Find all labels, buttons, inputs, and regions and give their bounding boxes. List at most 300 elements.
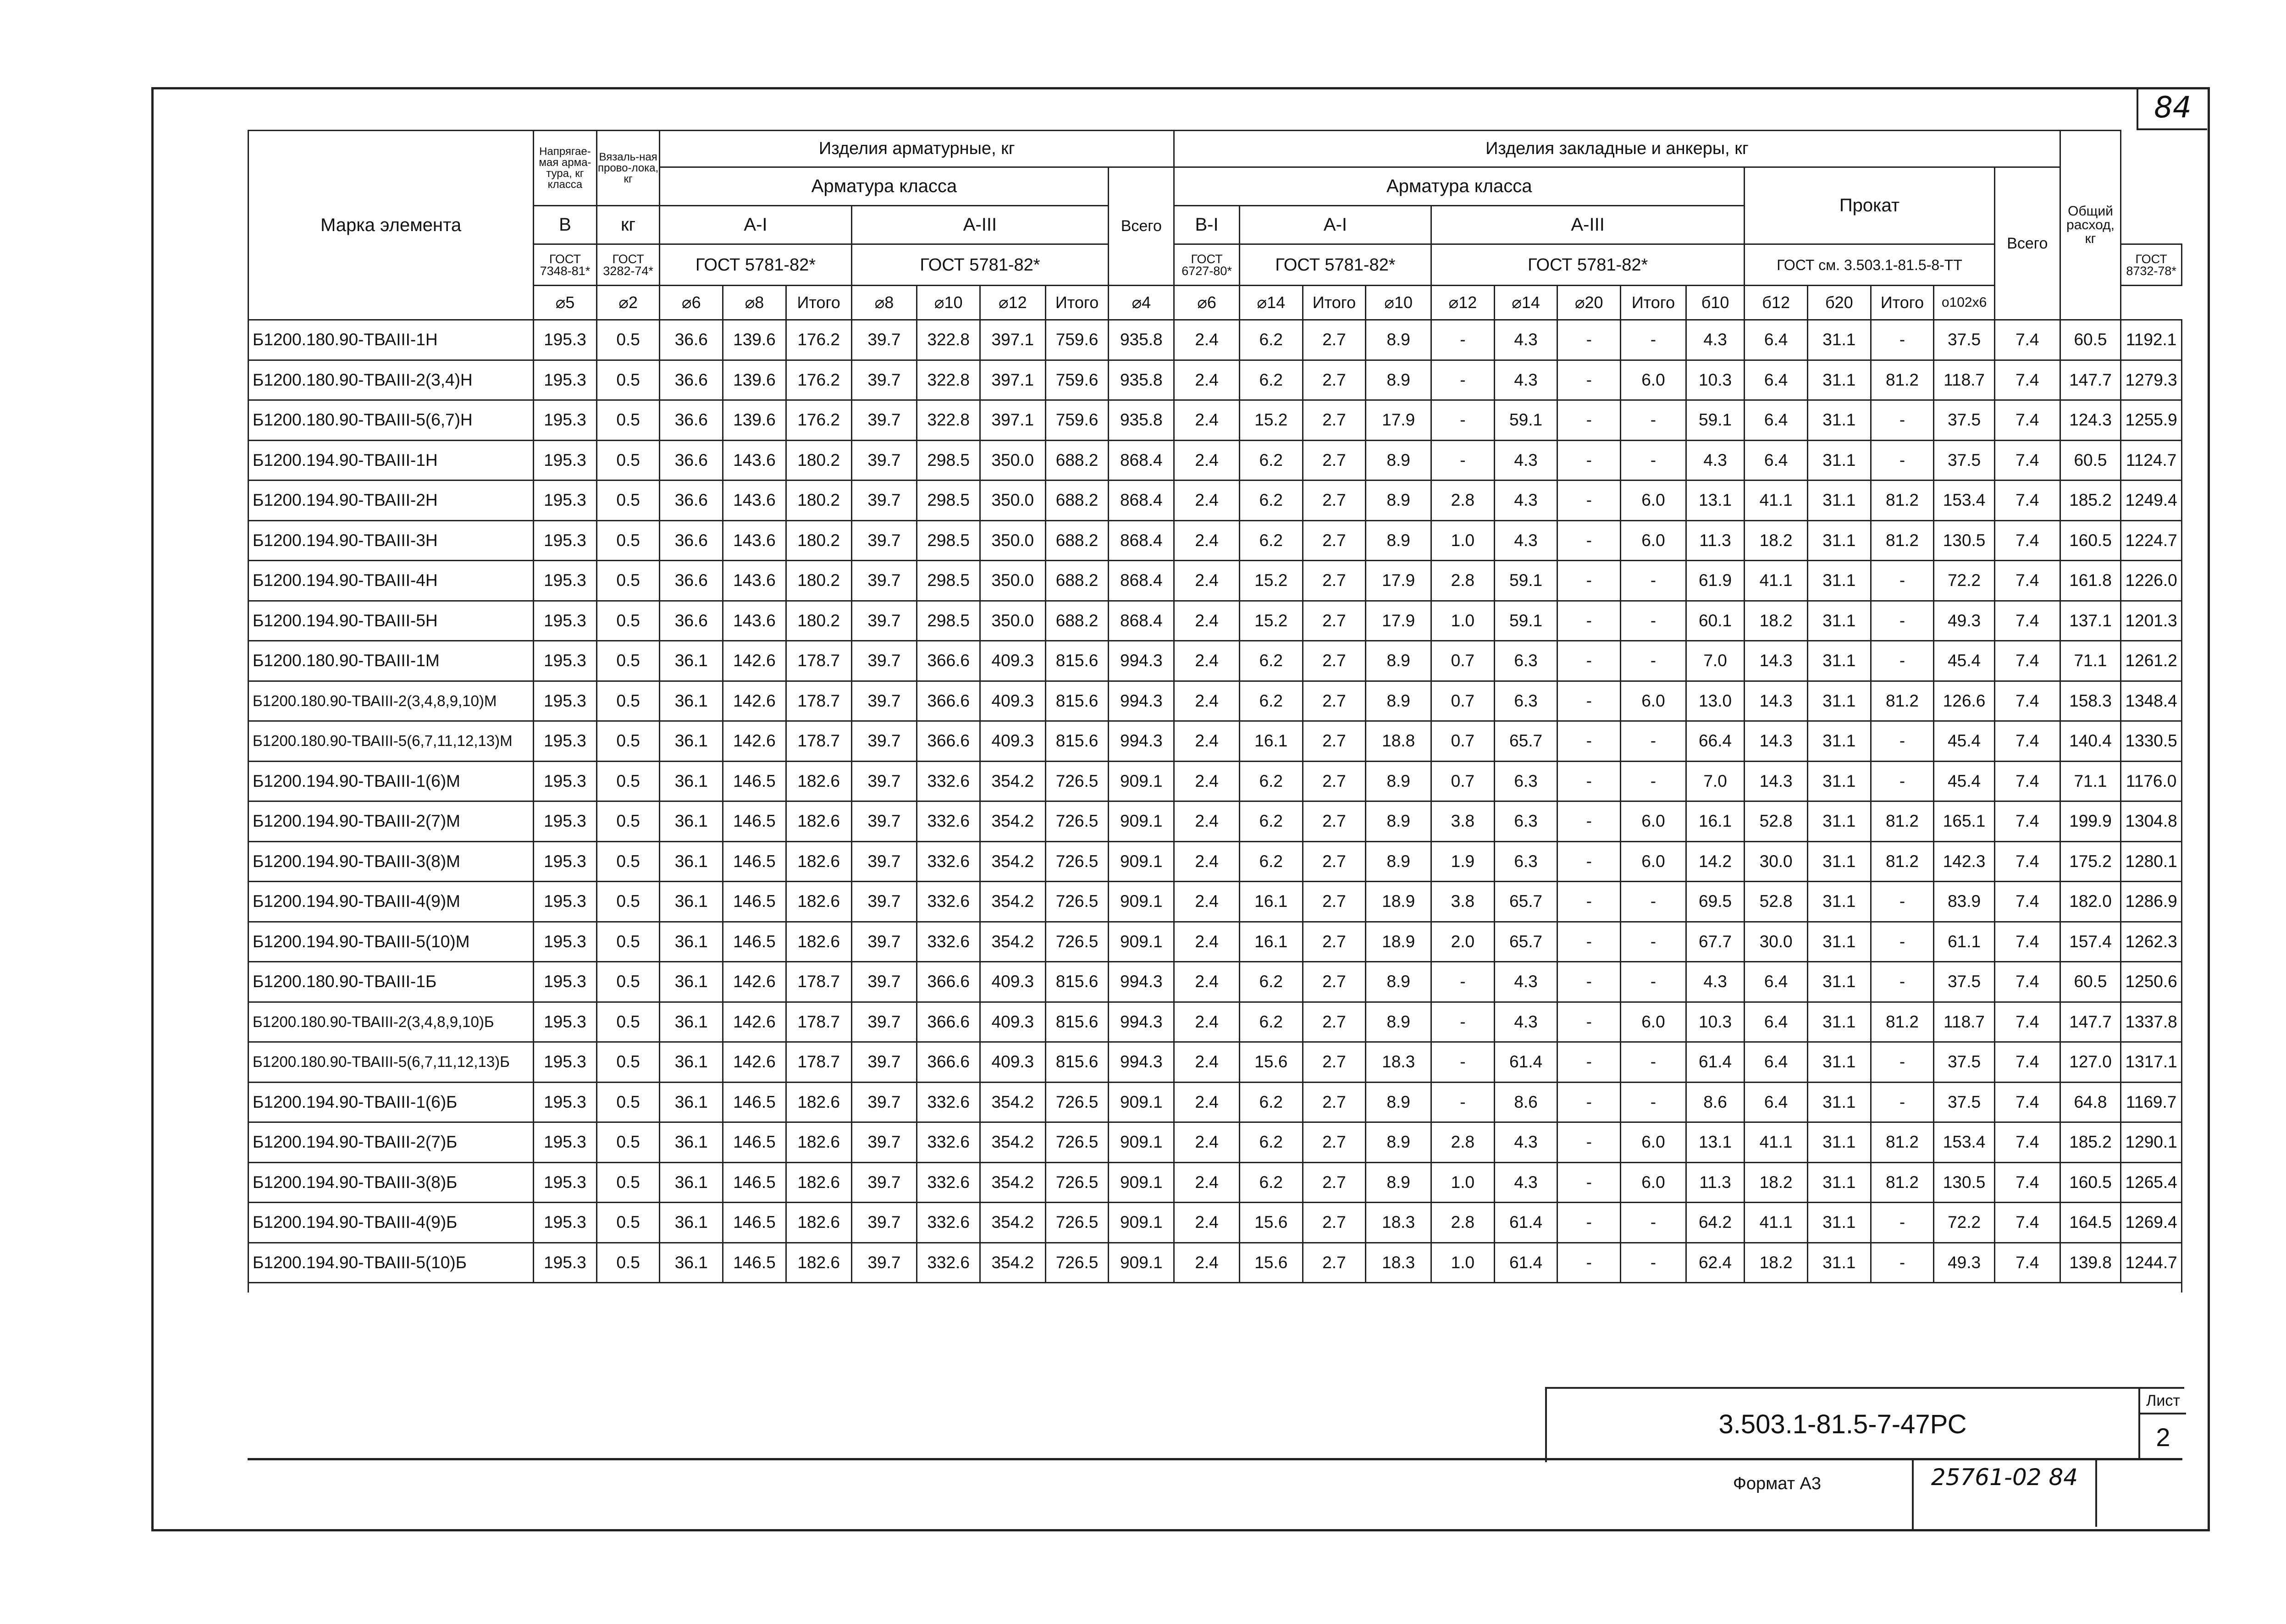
value-cell: - <box>1431 1002 1495 1042</box>
value-cell: 81.2 <box>1871 801 1934 842</box>
value-cell: 64.2 <box>1686 1203 1744 1243</box>
value-cell: 195.3 <box>534 761 597 801</box>
size-header-cell: ⌀2 <box>596 286 660 320</box>
value-cell: 409.3 <box>980 962 1045 1002</box>
value-cell: 182.6 <box>786 841 851 882</box>
value-cell: 726.5 <box>1045 1082 1109 1122</box>
value-cell: 0.5 <box>596 882 660 922</box>
value-cell: 354.2 <box>980 1122 1045 1163</box>
value-cell: 195.3 <box>534 320 597 360</box>
element-mark-cell: Б1200.194.90-ТВАIII-4(9)Б <box>248 1203 534 1243</box>
value-cell: 10.3 <box>1686 360 1744 400</box>
value-cell: 18.3 <box>1366 1243 1431 1283</box>
element-mark-cell: Б1200.194.90-ТВАIII-5(10)Б <box>248 1243 534 1283</box>
value-cell: 10.3 <box>1686 1002 1744 1042</box>
value-cell: 164.5 <box>2060 1203 2121 1243</box>
value-cell: 157.4 <box>2060 922 2121 962</box>
value-cell: 65.7 <box>1494 882 1557 922</box>
value-cell: 31.1 <box>1807 400 1871 441</box>
value-cell: 81.2 <box>1871 681 1934 721</box>
value-cell: 2.4 <box>1174 1122 1240 1163</box>
value-cell: 0.5 <box>596 1162 660 1203</box>
table-row <box>248 1162 2182 1203</box>
value-cell: 49.3 <box>1934 601 1995 641</box>
value-cell: - <box>1431 360 1495 400</box>
value-cell: 8.9 <box>1366 801 1431 842</box>
value-cell: 36.1 <box>660 1122 723 1163</box>
value-cell: 36.1 <box>660 1042 723 1083</box>
value-cell: 6.4 <box>1745 440 1808 481</box>
element-mark-cell: Б1200.180.90-ТВАIII-2(3,4,8,9,10)Б <box>248 1002 534 1042</box>
value-cell: 1304.8 <box>2121 801 2182 842</box>
value-cell: 1.0 <box>1431 520 1495 561</box>
value-cell: 64.8 <box>2060 1082 2121 1122</box>
value-cell: 176.2 <box>786 360 851 400</box>
table-row <box>248 922 2182 962</box>
sheet-number: 2 <box>2156 1423 2170 1452</box>
value-cell: 143.6 <box>723 520 786 561</box>
value-cell: 7.0 <box>1686 761 1744 801</box>
value-cell: 69.5 <box>1686 882 1744 922</box>
value-cell: - <box>1557 1243 1621 1283</box>
value-cell: - <box>1557 801 1621 842</box>
value-cell: 178.7 <box>786 1002 851 1042</box>
value-cell: 31.1 <box>1807 1002 1871 1042</box>
table-row <box>248 681 2182 721</box>
value-cell: 31.1 <box>1807 761 1871 801</box>
value-cell: 0.7 <box>1431 761 1495 801</box>
value-cell: 178.7 <box>786 681 851 721</box>
element-mark-cell: Б1200.194.90-ТВАIII-2(7)Б <box>248 1122 534 1163</box>
value-cell: 39.7 <box>851 721 917 762</box>
value-cell: 39.7 <box>851 360 917 400</box>
value-cell: 81.2 <box>1871 520 1934 561</box>
value-cell: 39.7 <box>851 841 917 882</box>
value-cell: 0.5 <box>596 1243 660 1283</box>
table-row <box>248 601 2182 641</box>
value-cell: 36.1 <box>660 681 723 721</box>
value-cell: 39.7 <box>851 481 917 521</box>
value-cell: - <box>1871 320 1934 360</box>
value-cell: - <box>1557 841 1621 882</box>
value-cell: 182.6 <box>786 1122 851 1163</box>
value-cell: - <box>1431 962 1495 1002</box>
value-cell: 165.1 <box>1934 801 1995 842</box>
value-cell: - <box>1557 721 1621 762</box>
value-cell: 137.1 <box>2060 601 2121 641</box>
value-cell: 142.6 <box>723 1042 786 1083</box>
value-cell: 11.3 <box>1686 520 1744 561</box>
table-row <box>248 1203 2182 1243</box>
value-cell: 2.7 <box>1303 601 1366 641</box>
table-row <box>248 841 2182 882</box>
format-label: Формат А3 <box>1733 1474 1822 1493</box>
value-cell: 39.7 <box>851 641 917 681</box>
value-cell: 31.1 <box>1807 1243 1871 1283</box>
value-cell: 8.9 <box>1366 320 1431 360</box>
value-cell: 366.6 <box>917 1002 980 1042</box>
value-cell: 8.9 <box>1366 1082 1431 1122</box>
value-cell: 37.5 <box>1934 962 1995 1002</box>
value-cell: 178.7 <box>786 641 851 681</box>
value-cell: 6.0 <box>1621 1122 1686 1163</box>
value-cell: 2.4 <box>1174 681 1240 721</box>
value-cell: 7.4 <box>1994 801 2060 842</box>
value-cell: - <box>1621 882 1686 922</box>
value-cell: 2.4 <box>1174 841 1240 882</box>
value-cell: 298.5 <box>917 440 980 481</box>
value-cell: - <box>1557 962 1621 1002</box>
gost-7348: ГОСТ 7348-81* <box>534 244 597 286</box>
value-cell: 14.2 <box>1686 841 1744 882</box>
value-cell: 0.7 <box>1431 681 1495 721</box>
value-cell: 366.6 <box>917 721 980 762</box>
table-row <box>248 641 2182 681</box>
value-cell: 60.1 <box>1686 601 1744 641</box>
value-cell: 195.3 <box>534 1002 597 1042</box>
value-cell: 143.6 <box>723 561 786 601</box>
value-cell: 31.1 <box>1807 1122 1871 1163</box>
value-cell: 354.2 <box>980 1162 1045 1203</box>
table-row <box>248 962 2182 1002</box>
value-cell: - <box>1557 681 1621 721</box>
value-cell: - <box>1621 1203 1686 1243</box>
value-cell: 1286.9 <box>2121 882 2182 922</box>
table-row <box>248 360 2182 400</box>
value-cell: 195.3 <box>534 360 597 400</box>
value-cell: 815.6 <box>1045 681 1109 721</box>
value-cell: 160.5 <box>2060 520 2121 561</box>
value-cell: 8.9 <box>1366 1122 1431 1163</box>
value-cell: 13.0 <box>1686 681 1744 721</box>
value-cell: 2.7 <box>1303 440 1366 481</box>
table-body <box>248 320 2182 1293</box>
value-cell: 6.2 <box>1239 440 1303 481</box>
value-cell: 37.5 <box>1934 1082 1995 1122</box>
element-mark-cell: Б1200.194.90-ТВАIII-5Н <box>248 601 534 641</box>
value-cell: 71.1 <box>2060 641 2121 681</box>
value-cell: 6.0 <box>1621 801 1686 842</box>
value-cell: 139.6 <box>723 320 786 360</box>
value-cell: 0.5 <box>596 481 660 521</box>
value-cell: 4.3 <box>1686 962 1744 1002</box>
value-cell: 4.3 <box>1686 320 1744 360</box>
value-cell: 195.3 <box>534 481 597 521</box>
value-cell: 36.6 <box>660 440 723 481</box>
size-header-cell: Итого <box>1621 286 1686 320</box>
value-cell: - <box>1621 641 1686 681</box>
value-cell: - <box>1557 601 1621 641</box>
value-cell: 2.4 <box>1174 320 1240 360</box>
size-header-cell: б12 <box>1745 286 1808 320</box>
value-cell: 7.4 <box>1994 320 2060 360</box>
value-cell: 36.1 <box>660 882 723 922</box>
value-cell: 2.4 <box>1174 1203 1240 1243</box>
value-cell: - <box>1557 1122 1621 1163</box>
value-cell: 7.4 <box>1994 1042 2060 1083</box>
value-cell: 36.1 <box>660 1243 723 1283</box>
value-cell: 31.1 <box>1807 601 1871 641</box>
rebar-class-header: Арматура класса <box>660 167 1109 206</box>
value-cell: 1317.1 <box>2121 1042 2182 1083</box>
value-cell: 350.0 <box>980 520 1045 561</box>
value-cell: 726.5 <box>1045 761 1109 801</box>
value-cell: 354.2 <box>980 922 1045 962</box>
value-cell: 2.4 <box>1174 801 1240 842</box>
value-cell: 7.4 <box>1994 681 2060 721</box>
value-cell: 6.2 <box>1239 841 1303 882</box>
value-cell: 1262.3 <box>2121 922 2182 962</box>
value-cell: 6.2 <box>1239 481 1303 521</box>
value-cell: 350.0 <box>980 561 1045 601</box>
value-cell: 994.3 <box>1109 1042 1174 1083</box>
value-cell: 868.4 <box>1109 601 1174 641</box>
value-cell: 160.5 <box>2060 1162 2121 1203</box>
value-cell: 1261.2 <box>2121 641 2182 681</box>
value-cell: - <box>1557 1203 1621 1243</box>
value-cell: 354.2 <box>980 841 1045 882</box>
value-cell: 1265.4 <box>2121 1162 2182 1203</box>
value-cell: 178.7 <box>786 962 851 1002</box>
table-row <box>248 320 2182 360</box>
value-cell: 0.5 <box>596 360 660 400</box>
value-cell: 180.2 <box>786 440 851 481</box>
value-cell: - <box>1621 561 1686 601</box>
value-cell: 7.4 <box>1994 1243 2060 1283</box>
value-cell: - <box>1431 320 1495 360</box>
value-cell: - <box>1557 360 1621 400</box>
value-cell: 909.1 <box>1109 1243 1174 1283</box>
class-b-header: В <box>534 206 597 244</box>
value-cell: 36.1 <box>660 1082 723 1122</box>
value-cell: 0.5 <box>596 1042 660 1083</box>
value-cell: 195.3 <box>534 1243 597 1283</box>
size-header-cell: Итого <box>786 286 851 320</box>
value-cell: 52.8 <box>1745 801 1808 842</box>
value-cell: 909.1 <box>1109 922 1174 962</box>
value-cell: 2.7 <box>1303 1243 1366 1283</box>
value-cell: 0.5 <box>596 962 660 1002</box>
value-cell: 36.1 <box>660 922 723 962</box>
element-mark-cell: Б1200.180.90-ТВАIII-5(6,7,11,12,13)М <box>248 721 534 762</box>
value-cell: 994.3 <box>1109 962 1174 1002</box>
value-cell: 2.7 <box>1303 681 1366 721</box>
value-cell: 37.5 <box>1934 320 1995 360</box>
value-cell: 7.4 <box>1994 761 2060 801</box>
size-header-cell: ⌀20 <box>1557 286 1621 320</box>
value-cell: 6.2 <box>1239 1122 1303 1163</box>
value-cell: 994.3 <box>1109 681 1174 721</box>
element-mark-cell: Б1200.194.90-ТВАIII-1Н <box>248 440 534 481</box>
value-cell: 45.4 <box>1934 641 1995 681</box>
value-cell: 994.3 <box>1109 641 1174 681</box>
value-cell: 2.8 <box>1431 481 1495 521</box>
element-mark-cell: Б1200.180.90-ТВАIII-1Б <box>248 962 534 1002</box>
value-cell: 31.1 <box>1807 481 1871 521</box>
value-cell: 6.0 <box>1621 360 1686 400</box>
value-cell: 146.5 <box>723 1122 786 1163</box>
value-cell: 36.1 <box>660 761 723 801</box>
value-cell: 4.3 <box>1494 320 1557 360</box>
value-cell: 332.6 <box>917 841 980 882</box>
sheet-label: Лист <box>2140 1389 2186 1414</box>
value-cell: 195.3 <box>534 1082 597 1122</box>
sheet-cell <box>2138 1389 2186 1460</box>
rolled-header: Прокат <box>1745 167 1995 244</box>
value-cell: 6.2 <box>1239 801 1303 842</box>
value-cell: 815.6 <box>1045 1042 1109 1083</box>
value-cell: 39.7 <box>851 1243 917 1283</box>
value-cell: 409.3 <box>980 1002 1045 1042</box>
value-cell: 182.6 <box>786 1243 851 1283</box>
value-cell: 935.8 <box>1109 320 1174 360</box>
value-cell: - <box>1621 320 1686 360</box>
value-cell: 726.5 <box>1045 841 1109 882</box>
value-cell: 322.8 <box>917 400 980 441</box>
value-cell: 31.1 <box>1807 801 1871 842</box>
value-cell: 142.6 <box>723 641 786 681</box>
value-cell: 7.4 <box>1994 520 2060 561</box>
value-cell: 409.3 <box>980 681 1045 721</box>
value-cell: 350.0 <box>980 440 1045 481</box>
size-header-cell: о102х6 <box>1934 286 1995 320</box>
value-cell: 81.2 <box>1871 841 1934 882</box>
value-cell: 6.0 <box>1621 1002 1686 1042</box>
size-header-cell: ⌀10 <box>1366 286 1431 320</box>
value-cell: - <box>1621 440 1686 481</box>
value-cell: 195.3 <box>534 520 597 561</box>
value-cell: 994.3 <box>1109 721 1174 762</box>
value-cell: 8.9 <box>1366 360 1431 400</box>
value-cell: 0.7 <box>1431 721 1495 762</box>
value-cell: 366.6 <box>917 681 980 721</box>
element-mark-cell: Б1200.194.90-ТВАIII-2Н <box>248 481 534 521</box>
value-cell: 36.1 <box>660 801 723 842</box>
value-cell: 6.3 <box>1494 801 1557 842</box>
value-cell: 332.6 <box>917 1162 980 1203</box>
value-cell: 59.1 <box>1686 400 1744 441</box>
value-cell: 332.6 <box>917 1243 980 1283</box>
value-cell: 83.9 <box>1934 882 1995 922</box>
value-cell: 2.4 <box>1174 360 1240 400</box>
value-cell: 61.4 <box>1686 1042 1744 1083</box>
value-cell: 39.7 <box>851 440 917 481</box>
value-cell: 31.1 <box>1807 1042 1871 1083</box>
value-cell: 1169.7 <box>2121 1082 2182 1122</box>
value-cell: 0.5 <box>596 400 660 441</box>
value-cell: 350.0 <box>980 481 1045 521</box>
value-cell: 0.5 <box>596 1082 660 1122</box>
table-row <box>248 882 2182 922</box>
value-cell: 39.7 <box>851 681 917 721</box>
value-cell: 0.5 <box>596 520 660 561</box>
value-cell: 8.9 <box>1366 761 1431 801</box>
value-cell: 36.6 <box>660 481 723 521</box>
value-cell: 0.7 <box>1431 641 1495 681</box>
value-cell: 909.1 <box>1109 761 1174 801</box>
material-spec-table <box>248 130 2182 1293</box>
value-cell: 815.6 <box>1045 721 1109 762</box>
value-cell: 176.2 <box>786 400 851 441</box>
element-mark-cell: Б1200.180.90-ТВАIII-2(3,4)Н <box>248 360 534 400</box>
value-cell: 59.1 <box>1494 561 1557 601</box>
value-cell: 39.7 <box>851 1162 917 1203</box>
value-cell: 688.2 <box>1045 520 1109 561</box>
value-cell: 126.6 <box>1934 681 1995 721</box>
value-cell: 909.1 <box>1109 882 1174 922</box>
value-cell: 1192.1 <box>2121 320 2182 360</box>
table-row <box>248 440 2182 481</box>
value-cell: 6.3 <box>1494 681 1557 721</box>
value-cell: 7.0 <box>1686 641 1744 681</box>
value-cell: 2.7 <box>1303 1082 1366 1122</box>
value-cell: 1280.1 <box>2121 841 2182 882</box>
value-cell: 17.9 <box>1366 561 1431 601</box>
value-cell: 146.5 <box>723 841 786 882</box>
value-cell: 354.2 <box>980 882 1045 922</box>
value-cell: 31.1 <box>1807 882 1871 922</box>
value-cell: 36.1 <box>660 721 723 762</box>
value-cell: 31.1 <box>1807 1082 1871 1122</box>
value-cell: 45.4 <box>1934 721 1995 762</box>
value-cell: 182.6 <box>786 1162 851 1203</box>
value-cell: 366.6 <box>917 641 980 681</box>
element-mark-cell: Б1200.194.90-ТВАIII-1(6)Б <box>248 1082 534 1122</box>
value-cell: 0.5 <box>596 681 660 721</box>
value-cell: 18.3 <box>1366 1203 1431 1243</box>
value-cell: 143.6 <box>723 481 786 521</box>
element-mark-cell: Б1200.180.90-ТВАIII-1Н <box>248 320 534 360</box>
value-cell: 994.3 <box>1109 1002 1174 1042</box>
value-cell: 6.0 <box>1621 681 1686 721</box>
value-cell: 36.6 <box>660 400 723 441</box>
value-cell: 2.4 <box>1174 761 1240 801</box>
value-cell: 2.4 <box>1174 400 1240 441</box>
value-cell: 935.8 <box>1109 360 1174 400</box>
value-cell: 41.1 <box>1745 1122 1808 1163</box>
value-cell: 6.4 <box>1745 1082 1808 1122</box>
value-cell: 2.7 <box>1303 962 1366 1002</box>
value-cell: 39.7 <box>851 400 917 441</box>
value-cell: 6.3 <box>1494 841 1557 882</box>
value-cell: 2.7 <box>1303 1122 1366 1163</box>
value-cell: 72.2 <box>1934 561 1995 601</box>
value-cell: 759.6 <box>1045 400 1109 441</box>
value-cell: 146.5 <box>723 882 786 922</box>
value-cell: 4.3 <box>1494 962 1557 1002</box>
value-cell: 36.1 <box>660 962 723 1002</box>
value-cell: 195.3 <box>534 681 597 721</box>
value-cell: 158.3 <box>2060 681 2121 721</box>
gost-5781-c: ГОСТ 5781-82* <box>1239 244 1431 286</box>
value-cell: - <box>1621 1243 1686 1283</box>
value-cell: 39.7 <box>851 801 917 842</box>
value-cell: 182.6 <box>786 882 851 922</box>
value-cell: 6.4 <box>1745 400 1808 441</box>
value-cell: 4.3 <box>1686 440 1744 481</box>
value-cell: 195.3 <box>534 400 597 441</box>
value-cell: 0.5 <box>596 641 660 681</box>
value-cell: 8.9 <box>1366 520 1431 561</box>
value-cell: 195.3 <box>534 1203 597 1243</box>
value-cell: 298.5 <box>917 520 980 561</box>
value-cell: 61.4 <box>1494 1042 1557 1083</box>
value-cell: 146.5 <box>723 761 786 801</box>
value-cell: 139.6 <box>723 400 786 441</box>
size-header-cell: ⌀14 <box>1494 286 1557 320</box>
size-header-row <box>248 286 2182 320</box>
value-cell: 59.1 <box>1494 601 1557 641</box>
